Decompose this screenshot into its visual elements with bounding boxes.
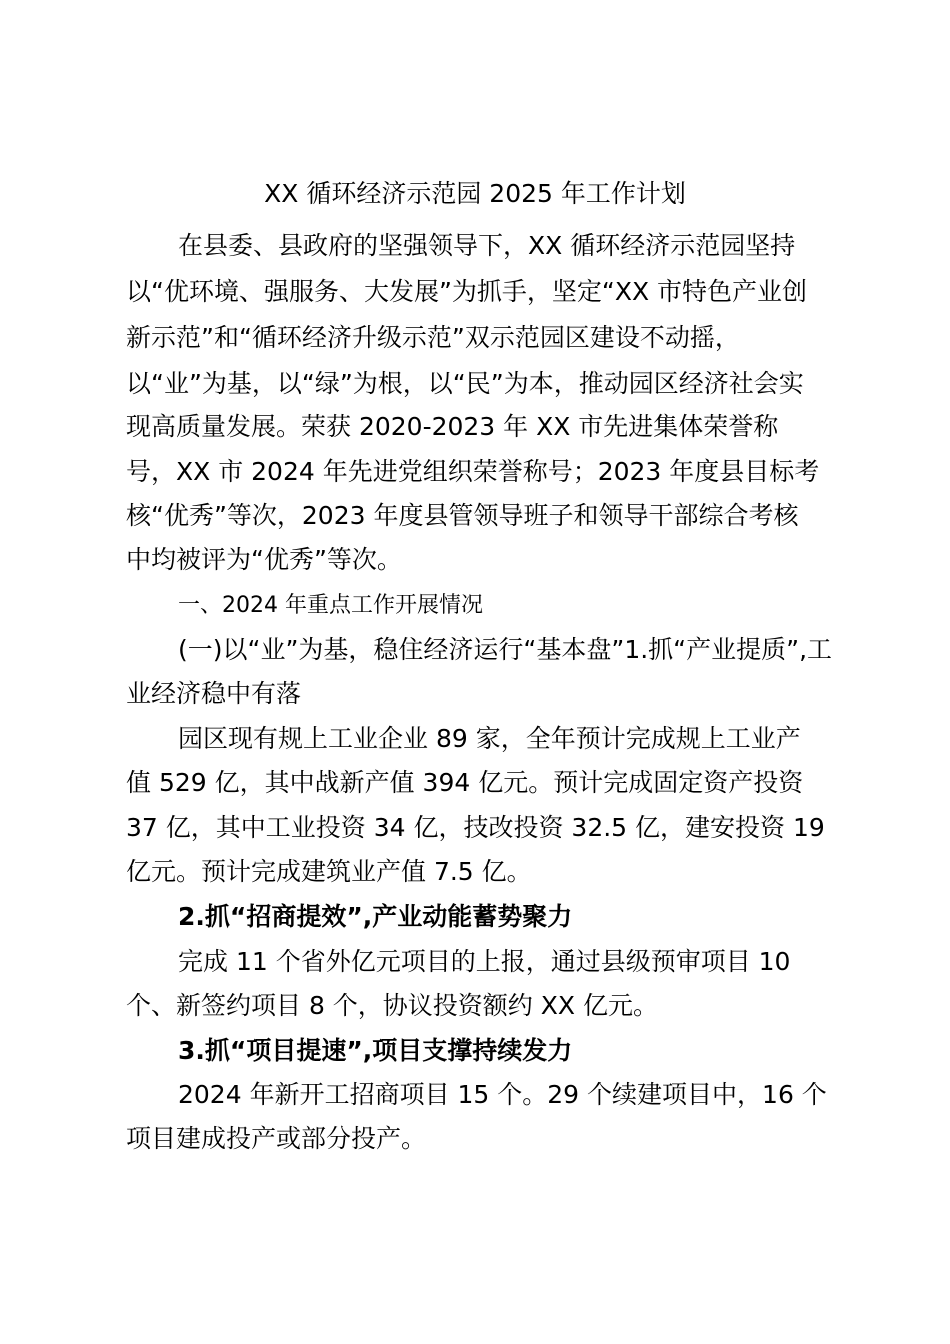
item-heading: 3.抓“项目提速”,项目支撑持续发力	[178, 1036, 573, 1065]
intro-line: 中均被评为“优秀”等次。	[126, 545, 402, 574]
paragraph-line: 园区现有规上工业企业 89 家，全年预计完成规上工业产	[178, 724, 801, 753]
paragraph-line: 亿元。预计完成建筑业产值 7.5 亿。	[126, 857, 532, 886]
paragraph-line: 2024 年新开工招商项目 15 个。29 个续建项目中，16 个	[178, 1080, 827, 1109]
intro-line: 以“业”为基，以“绿”为根，以“民”为本，推动园区经济社会实	[126, 369, 804, 398]
paragraph-line: 项目建成投产或部分投产。	[126, 1124, 427, 1153]
subsection-heading-line: 业经济稳中有落	[126, 679, 302, 708]
intro-line: 以“优环境、强服务、大发展”为抓手，坚定“XX 市特色产业创	[126, 277, 808, 306]
section-heading: 一、2024 年重点工作开展情况	[178, 593, 483, 618]
intro-line: 在县委、县政府的坚强领导下，XX 循环经济示范园坚持	[178, 231, 796, 260]
paragraph-line: 值 529 亿，其中战新产值 394 亿元。预计完成固定资产投资	[126, 768, 804, 797]
intro-line: 现高质量发展。荣获 2020-2023 年 XX 市先进集体荣誉称	[126, 412, 779, 441]
document-title: XX 循环经济示范园 2025 年工作计划	[264, 179, 686, 208]
intro-line: 核“优秀”等次，2023 年度县管领导班子和领导干部综合考核	[126, 501, 799, 530]
intro-line: 号，XX 市 2024 年先进党组织荣誉称号；2023 年度县目标考	[126, 457, 820, 486]
item-heading: 2.抓“招商提效”,产业动能蓄势聚力	[178, 902, 573, 931]
paragraph-line: 完成 11 个省外亿元项目的上报，通过县级预审项目 10	[178, 947, 791, 976]
subsection-heading-line: (一)以“业”为基，稳住经济运行“基本盘”1.抓“产业提质”,工	[178, 635, 833, 664]
paragraph-line: 个、新签约项目 8 个，协议投资额约 XX 亿元。	[126, 991, 658, 1020]
intro-line: 新示范”和“循环经济升级示范”双示范园区建设不动摇，	[126, 323, 740, 352]
paragraph-line: 37 亿，其中工业投资 34 亿，技改投资 32.5 亿，建安投资 19	[126, 813, 825, 842]
